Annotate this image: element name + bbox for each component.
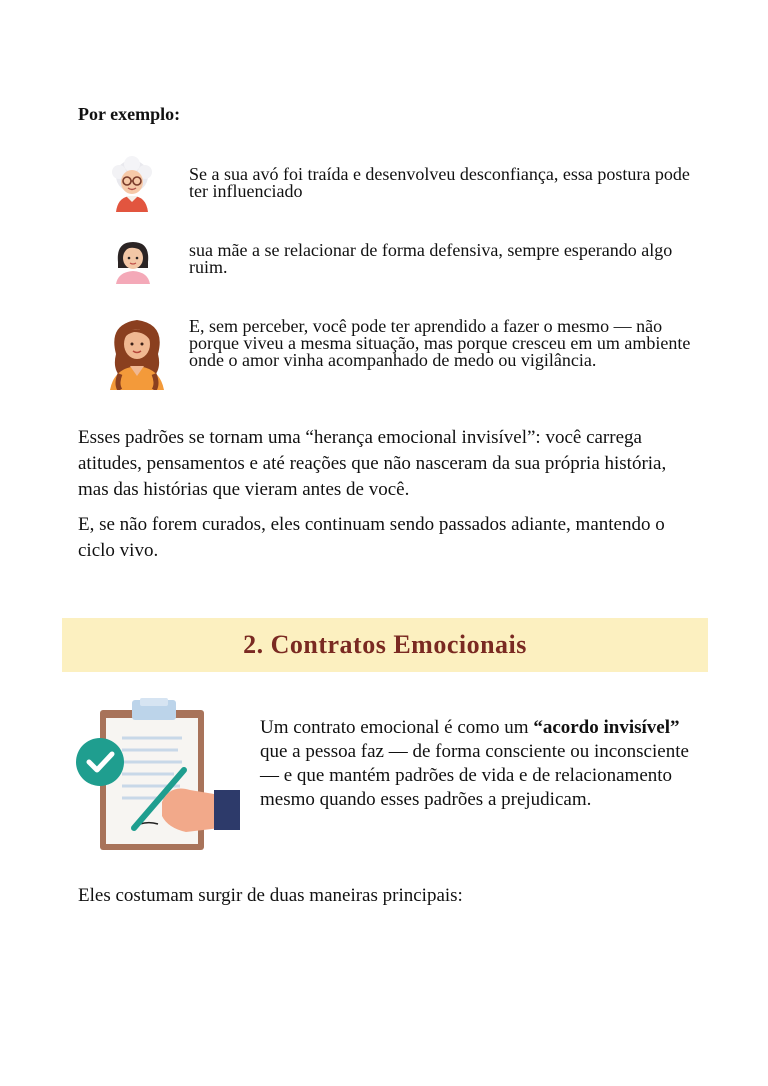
clipboard-contract-icon	[74, 698, 244, 859]
example-text-woman: E, sem perceber, você pode ter aprendido a fazer o mesmo — não porque viveu a mesma situação, mas porque cresceu em um ambiente onde o amor vinha acompanhado de medo ou vigilância.	[189, 316, 691, 370]
grandmother-icon	[104, 156, 160, 217]
example-text-mother: sua mãe a se relacionar de forma defensiva, sempre esperando algo ruim.	[189, 240, 673, 277]
woman-icon	[106, 314, 168, 395]
contract-text-suffix: que a pessoa faz — de forma consciente ou inconsciente — e que mantém padrões de vida e de relacionamento mesmo quando esses padrões a prejudicam.	[260, 741, 689, 810]
heritage-paragraph: Esses padrões se tornam uma “herança emocional invisível”: você carrega atitudes, pensamentos e até reações que não nasceram da sua própria história, mas das histórias que vieram antes de você.	[78, 427, 667, 500]
intro-label: Por exemplo:	[78, 104, 181, 124]
closing-paragraph: Eles costumam surgir de duas maneiras principais:	[78, 885, 463, 906]
example-text-grandmother: Se a sua avó foi traída e desenvolveu desconfiança, essa postura pode ter influenciado	[189, 164, 690, 201]
section-header-band	[62, 618, 708, 672]
section-title: 2. Contratos Emocionais	[243, 630, 527, 659]
contract-text-prefix: Um contrato emocional é como um	[260, 717, 534, 738]
cycle-paragraph: E, se não forem curados, eles continuam sendo passados adiante, mantendo o ciclo vivo.	[78, 514, 665, 561]
contract-text-bold: “acordo invisível”	[533, 717, 680, 738]
mother-icon	[112, 238, 154, 289]
contract-definition	[260, 716, 700, 812]
